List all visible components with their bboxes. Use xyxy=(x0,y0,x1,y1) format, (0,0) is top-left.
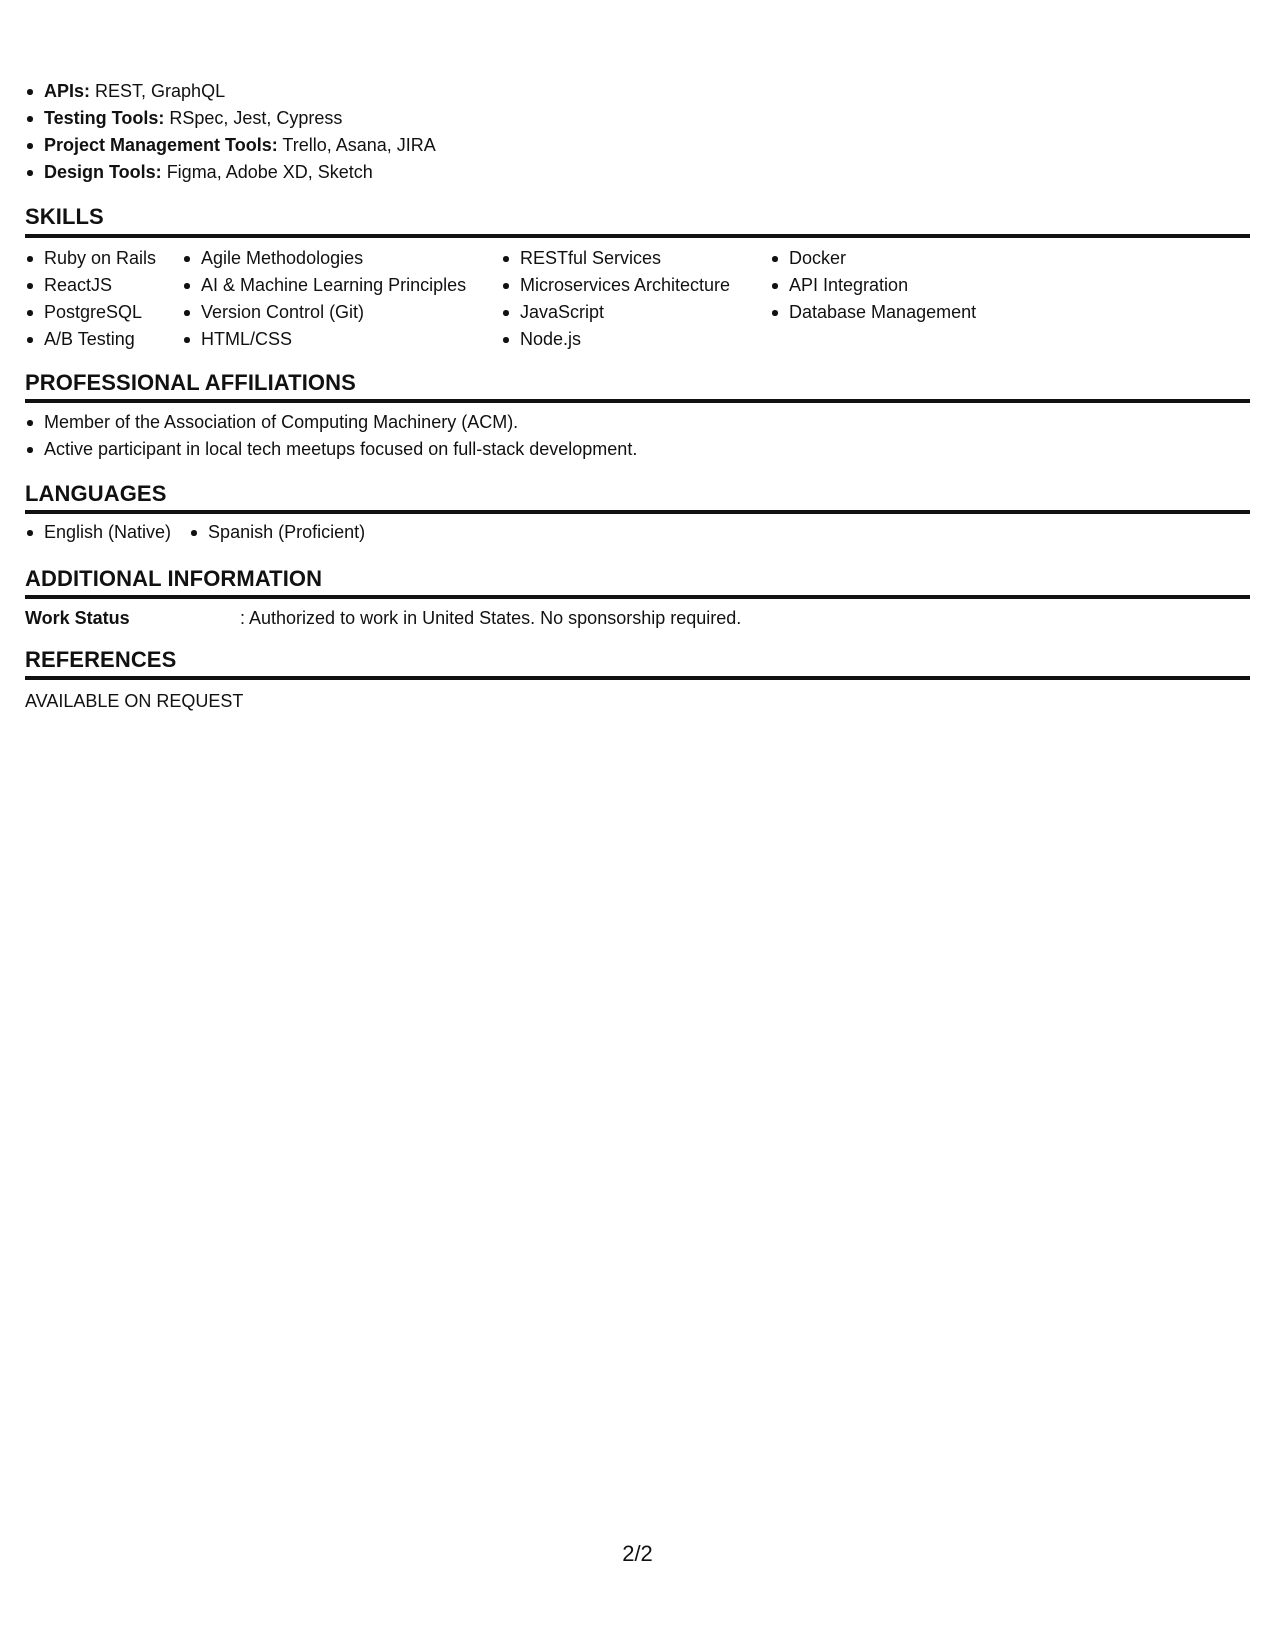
section-title-languages: LANGUAGES xyxy=(25,481,167,506)
language-item: Spanish (Proficient) xyxy=(189,519,365,546)
skill-item: Version Control (Git) xyxy=(182,299,466,326)
section-divider xyxy=(25,234,1250,238)
skill-item: Ruby on Rails xyxy=(25,245,156,272)
language-item: English (Native) xyxy=(25,519,171,546)
tool-value: Figma, Adobe XD, Sketch xyxy=(166,162,373,182)
skill-item: Docker xyxy=(770,245,976,272)
tool-value: Trello, Asana, JIRA xyxy=(282,135,436,155)
tool-item-testing xyxy=(25,105,436,132)
tool-label: APIs: xyxy=(44,81,91,101)
skill-item: Database Management xyxy=(770,299,976,326)
skills-column-1 xyxy=(25,245,156,353)
affiliation-item: Member of the Association of Computing Machinery (ACM). xyxy=(25,409,637,436)
tool-item-design xyxy=(25,159,436,186)
skill-item: PostgreSQL xyxy=(25,299,156,326)
skill-item: AI & Machine Learning Principles xyxy=(182,272,466,299)
tool-item-apis xyxy=(25,78,436,105)
skill-item: HTML/CSS xyxy=(182,326,466,353)
skill-item: A/B Testing xyxy=(25,326,156,353)
section-divider xyxy=(25,676,1250,680)
section-divider xyxy=(25,595,1250,599)
skill-item: Microservices Architecture xyxy=(501,272,730,299)
references-text: AVAILABLE ON REQUEST xyxy=(25,691,244,711)
tools-list xyxy=(25,78,436,186)
skills-column-4 xyxy=(770,245,976,326)
tool-item-project-management xyxy=(25,132,436,159)
skill-item: ReactJS xyxy=(25,272,156,299)
skill-item: Agile Methodologies xyxy=(182,245,466,272)
skill-item: API Integration xyxy=(770,272,976,299)
work-status-value: : Authorized to work in United States. No sponsorship required. xyxy=(240,608,742,628)
affiliations-list xyxy=(25,409,637,463)
tool-value: RSpec, Jest, Cypress xyxy=(169,108,343,128)
section-divider xyxy=(25,399,1250,403)
skills-column-3 xyxy=(501,245,730,353)
section-title-skills: SKILLS xyxy=(25,204,104,229)
tool-value: REST, GraphQL xyxy=(95,81,226,101)
skill-item: Node.js xyxy=(501,326,730,353)
section-title-references: REFERENCES xyxy=(25,647,177,672)
section-title-affiliations: PROFESSIONAL AFFILIATIONS xyxy=(25,370,356,395)
skill-item: RESTful Services xyxy=(501,245,730,272)
work-status-label: Work Status xyxy=(25,608,130,628)
skills-column-2 xyxy=(182,245,466,353)
affiliation-item: Active participant in local tech meetups focused on full-stack development. xyxy=(25,436,637,463)
section-divider xyxy=(25,510,1250,514)
section-title-additional-info: ADDITIONAL INFORMATION xyxy=(25,566,323,591)
tool-label: Project Management Tools: xyxy=(44,135,278,155)
tool-label: Testing Tools: xyxy=(44,108,165,128)
languages-list xyxy=(25,519,383,546)
page-number: 2/2 xyxy=(622,1541,653,1566)
skill-item: JavaScript xyxy=(501,299,730,326)
tool-label: Design Tools: xyxy=(44,162,162,182)
